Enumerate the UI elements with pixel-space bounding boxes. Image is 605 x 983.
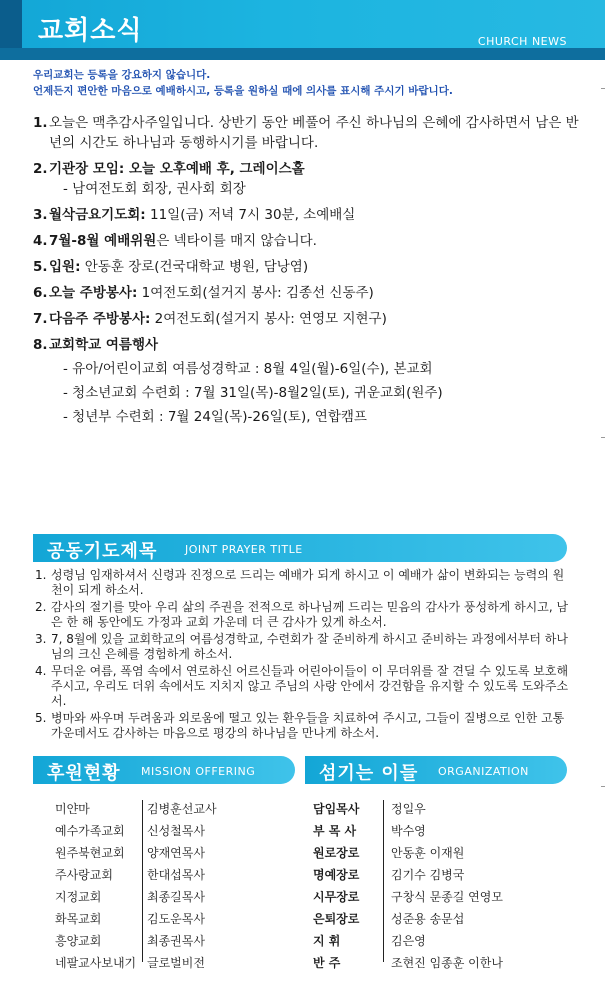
- mission-row: [55, 864, 217, 886]
- news-heading: 월삭금요기도회:: [49, 207, 146, 223]
- mission-title: 후원현황: [47, 763, 121, 784]
- news-text: 11일(금) 저녁 7시 30분, 소예배실: [145, 207, 356, 223]
- registration-notice: [33, 67, 593, 99]
- organization-role: 담임목사: [313, 802, 360, 816]
- news-heading: 오늘 주방봉사:: [49, 285, 138, 301]
- organization-names: 성준용 송문섭: [391, 912, 465, 926]
- mission-person: 한대섭목사: [147, 868, 205, 882]
- mission-church: 흥양교회: [55, 934, 102, 948]
- news-item: [33, 159, 583, 199]
- prayer-number: 3.: [35, 632, 47, 646]
- prayer-item: [35, 632, 573, 662]
- news-number: 6.: [33, 285, 48, 301]
- news-number: 5.: [33, 259, 48, 275]
- organization-names: 김은영: [391, 934, 426, 948]
- prayer-number: 5.: [35, 711, 47, 725]
- organization-title-en: ORGANIZATION: [438, 765, 529, 778]
- mission-person: 최종길목사: [147, 890, 205, 904]
- prayer-item: [35, 711, 573, 741]
- page-title: 교회소식: [38, 16, 143, 46]
- prayer-number: 2.: [35, 600, 47, 614]
- news-item: [33, 257, 583, 277]
- mission-person: 최종권목사: [147, 934, 205, 948]
- organization-row: [313, 842, 503, 864]
- news-heading: 기관장 모임: 오늘 오후예배 후, 그레이스홀: [49, 161, 305, 177]
- news-heading: 7월-8월 예배위원: [49, 233, 157, 249]
- mission-row: [55, 798, 217, 820]
- news-item: [33, 205, 583, 225]
- mission-row: [55, 952, 217, 974]
- prayer-section-header: [33, 534, 567, 562]
- news-item: [33, 309, 583, 329]
- prayer-text: 7, 8월에 있을 교회학교의 여름성경학교, 수련회가 잘 준비하게 하시고 준비하는 과정에서부터 하나님의 크신 은혜를 경험하게 하소서.: [51, 632, 568, 661]
- news-heading: 교회학교 여름행사: [49, 337, 159, 353]
- mission-church: 미얀마: [55, 802, 90, 816]
- organization-role: 원로장로: [313, 846, 360, 860]
- news-text: 2여전도회(설거지 봉사: 연영모 지현구): [150, 311, 387, 327]
- organization-row: [313, 930, 503, 952]
- organization-names: 정일우: [391, 802, 426, 816]
- news-number: 2.: [33, 161, 48, 177]
- organization-names: 박수영: [391, 824, 426, 838]
- organization-names: 김기수 김병국: [391, 868, 465, 882]
- prayer-item: [35, 568, 573, 598]
- organization-names: 조현진 임종훈 이한나: [391, 956, 503, 970]
- header-band: [0, 48, 605, 60]
- organization-role: 명예장로: [313, 868, 360, 882]
- organization-title: 섬기는 이들: [319, 763, 419, 784]
- news-subline: - 청소년교회 수련회 : 7월 31일(목)-8월2일(토), 귀운교회(원주): [63, 385, 443, 401]
- edge-mark: [601, 786, 605, 787]
- mission-row: [55, 820, 217, 842]
- mission-church: 주사랑교회: [55, 868, 113, 882]
- prayer-item: [35, 664, 573, 709]
- edge-mark: [601, 88, 605, 89]
- mission-row: [55, 930, 217, 952]
- prayer-text: 감사의 절기를 맞아 우리 삶의 주권을 전적으로 하나님께 드리는 믿음의 감사가 풍성하게 하시고, 남은 한 해 동안에도 가정과 교회 가운데 더 큰 감사가 있게 하소서.: [51, 600, 569, 629]
- organization-names: 안동훈 이재원: [391, 846, 465, 860]
- organization-table: [313, 798, 503, 974]
- prayer-title: 공동기도제목: [47, 541, 158, 562]
- page-header: [0, 0, 605, 60]
- mission-church: 원주북현교회: [55, 846, 125, 860]
- prayer-item: [35, 600, 573, 630]
- news-text: 안동훈 장로(건국대학교 병원, 담낭염): [80, 259, 309, 275]
- organization-role: 반 주: [313, 956, 341, 970]
- organization-role: 지 휘: [313, 934, 341, 948]
- news-subline: - 남여전도회 회장, 권사회 회장: [63, 181, 246, 197]
- news-text: 1여전도회(설거지 봉사: 김종선 신동주): [137, 285, 374, 301]
- organization-role: 부 목 사: [313, 824, 357, 838]
- mission-person: 신성철목사: [147, 824, 205, 838]
- notice-line: 언제든지 편안한 마음으로 예배하시고, 등록을 원하실 때에 의사를 표시해 주시기 바랍니다.: [33, 85, 453, 97]
- mission-table: [55, 798, 217, 974]
- mission-row: [55, 842, 217, 864]
- organization-section-header: [305, 756, 567, 784]
- page-subtitle: CHURCH NEWS: [477, 35, 567, 48]
- organization-role: 은퇴장로: [313, 912, 360, 926]
- mission-church: 예수가족교회: [55, 824, 125, 838]
- news-number: 3.: [33, 207, 48, 223]
- prayer-list: [35, 568, 573, 743]
- organization-row: [313, 908, 503, 930]
- mission-section-header: [33, 756, 295, 784]
- organization-names: 구창식 문종길 연영모: [391, 890, 503, 904]
- news-number: 7.: [33, 311, 48, 327]
- organization-row: [313, 952, 503, 974]
- mission-person: 김도운목사: [147, 912, 205, 926]
- organization-row: [313, 798, 503, 820]
- news-number: 8.: [33, 337, 48, 353]
- organization-row: [313, 864, 503, 886]
- news-item: [33, 231, 583, 251]
- news-item: [33, 113, 583, 153]
- prayer-text: 병마와 싸우며 두려움과 외로움에 떨고 있는 환우들을 치료하여 주시고, 그들이 질병으로 인한 고통 가운데서도 감사하는 마음으로 평강의 하나님을 만나게 하소서.: [51, 711, 565, 740]
- news-subline: - 유아/어린이교회 여름성경학교 : 8월 4일(월)-6일(수), 본교회: [63, 361, 433, 377]
- mission-church: 네팔교사보내기: [55, 956, 137, 970]
- prayer-title-en: JOINT PRAYER TITLE: [185, 543, 303, 556]
- organization-row: [313, 820, 503, 842]
- news-text: 오늘은 맥추감사주일입니다. 상반기 동안 베풀어 주신 하나님의 은혜에 감사하면서 남은 반 년의 시간도 하나님과 동행하시기를 바랍니다.: [49, 115, 579, 151]
- notice-line: 우리교회는 등록을 강요하지 않습니다.: [33, 69, 211, 81]
- mission-title-en: MISSION OFFERING: [141, 765, 256, 778]
- prayer-number: 4.: [35, 664, 47, 678]
- news-number: 4.: [33, 233, 48, 249]
- mission-row: [55, 886, 217, 908]
- news-item: [33, 283, 583, 303]
- mission-person: 양재연목사: [147, 846, 205, 860]
- news-item: [33, 335, 583, 427]
- mission-person: 김병훈선교사: [147, 802, 217, 816]
- mission-church: 지정교회: [55, 890, 102, 904]
- news-list: [33, 113, 583, 433]
- mission-person: 글로벌비전: [147, 956, 205, 970]
- news-text: 은 넥타이를 매지 않습니다.: [156, 233, 317, 249]
- news-number: 1.: [33, 115, 48, 131]
- mission-row: [55, 908, 217, 930]
- mission-church: 화목교회: [55, 912, 102, 926]
- news-heading: 다음주 주방봉사:: [49, 311, 151, 327]
- news-subline: - 청년부 수련회 : 7월 24일(목)-26일(토), 연합캠프: [63, 409, 367, 425]
- edge-mark: [601, 437, 605, 438]
- prayer-number: 1.: [35, 568, 47, 582]
- organization-role: 시무장로: [313, 890, 360, 904]
- news-heading: 입원:: [49, 259, 81, 275]
- prayer-text: 무더운 여름, 폭염 속에서 연로하신 어르신들과 어린아이들이 이 무더위를 잘 견딜 수 있도록 보호해 주시고, 우리도 더위 속에서도 지치지 않고 주님의 사랑 안에서 강건함을 유지할 수 있도록 도와주소서.: [51, 664, 569, 708]
- prayer-text: 성령님 임재하셔서 신령과 진정으로 드리는 예배가 되게 하시고 이 예배가 삶이 변화되는 능력의 원천이 되게 하소서.: [51, 568, 565, 597]
- organization-row: [313, 886, 503, 908]
